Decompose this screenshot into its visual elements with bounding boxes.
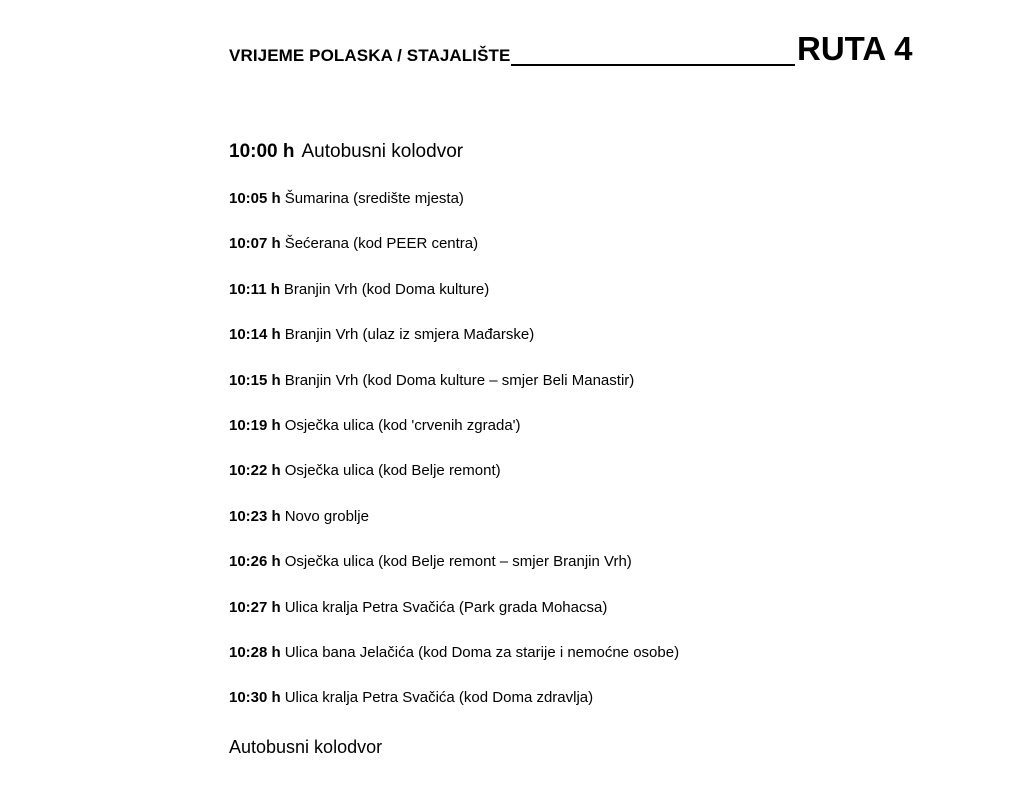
stop-time: 10:30 h	[229, 689, 281, 707]
last-stop-name: Autobusni kolodvor	[229, 737, 383, 757]
stop-time: 10:26 h	[229, 553, 281, 571]
first-stop-time: 10:00 h	[229, 141, 295, 162]
stop-name: Branjin Vrh (ulaz iz smjera Mađarske)	[284, 326, 535, 344]
stop-time: 10:15 h	[229, 371, 281, 389]
header-label: VRIJEME POLASKA / STAJALIŠTE	[229, 46, 511, 65]
stop-list	[229, 190, 679, 735]
stop-time: 10:19 h	[229, 416, 281, 434]
stop-row	[229, 644, 679, 689]
stop-row	[229, 372, 679, 417]
stop-name: Šumarina (središte mjesta)	[284, 190, 464, 207]
stop-name: Šećerana (kod PEER centra)	[284, 235, 479, 253]
stop-time: 10:11 h	[229, 280, 280, 298]
stop-name: Ulica kralja Petra Svačića (kod Doma zdravlja)	[284, 689, 594, 707]
stop-name: Branjin Vrh (kod Doma kulture)	[283, 280, 490, 298]
stop-row	[229, 553, 679, 598]
stop-name: Ulica bana Jelačića (kod Doma za starije i nemoćne osobe)	[284, 643, 680, 661]
timetable-header	[229, 30, 929, 74]
stop-name: Branjin Vrh (kod Doma kulture – smjer Beli Manastir)	[284, 371, 635, 389]
stop-row	[229, 508, 679, 553]
header-underline	[511, 64, 795, 66]
last-stop	[229, 737, 382, 758]
stop-row	[229, 417, 679, 462]
stop-name: Osječka ulica (kod 'crvenih zgrada')	[284, 416, 521, 434]
stop-name: Osječka ulica (kod Belje remont – smjer Branjin Vrh)	[284, 553, 632, 571]
stop-row	[229, 689, 679, 734]
route-title: RUTA 4	[797, 30, 913, 67]
stop-row	[229, 599, 679, 644]
stop-name: Novo groblje	[284, 507, 369, 525]
first-stop-name: Autobusni kolodvor	[301, 141, 464, 162]
stop-time: 10:23 h	[229, 507, 281, 525]
stop-name: Ulica kralja Petra Svačića (Park grada Mohacsa)	[284, 598, 608, 616]
stop-time: 10:27 h	[229, 598, 281, 616]
stop-time: 10:28 h	[229, 643, 281, 661]
stop-row	[229, 281, 679, 326]
stop-time: 10:07 h	[229, 235, 281, 253]
stop-time: 10:14 h	[229, 326, 281, 344]
stop-row	[229, 462, 679, 507]
first-stop	[229, 141, 463, 163]
stop-row	[229, 190, 679, 235]
stop-row	[229, 326, 679, 371]
stop-row	[229, 235, 679, 280]
stop-time: 10:05 h	[229, 190, 281, 207]
stop-time: 10:22 h	[229, 462, 281, 480]
stop-name: Osječka ulica (kod Belje remont)	[284, 462, 501, 480]
